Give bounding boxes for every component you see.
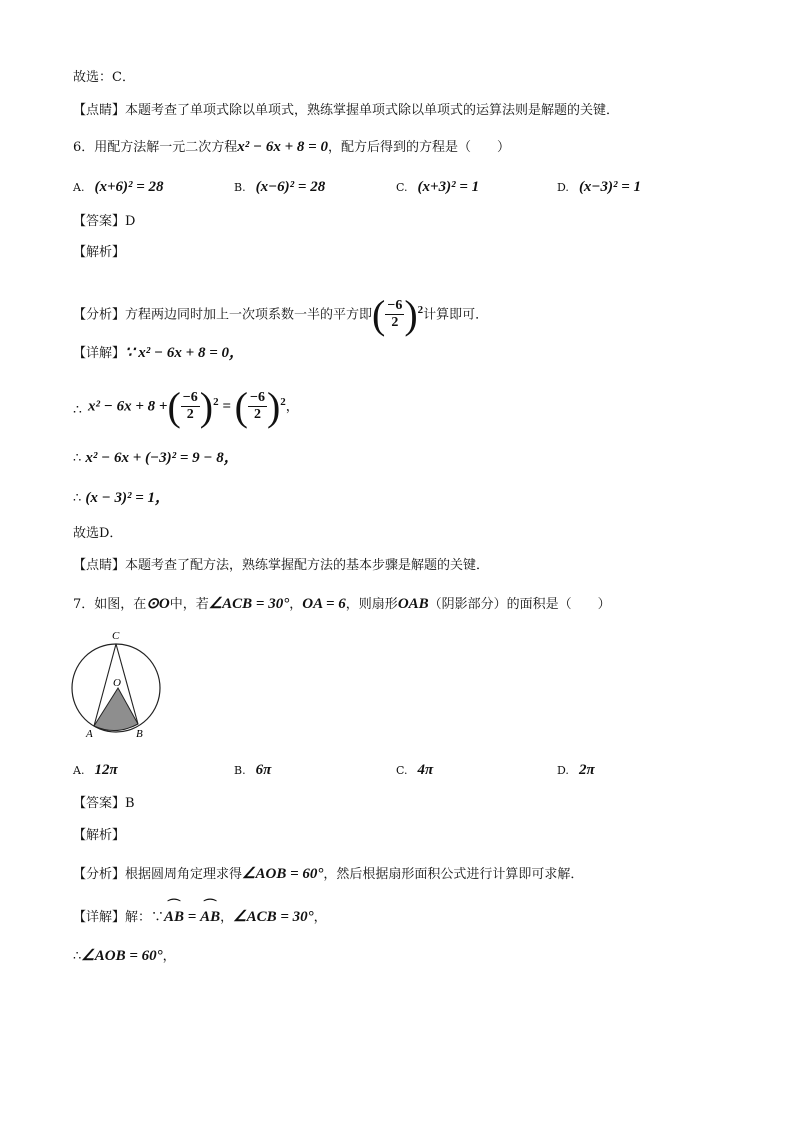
q7-stem: 7．如图，在⊙O中，若∠ACB = 30°，OA = 6，则扇形OAB（阴影部分）的面积是（ ） [73, 596, 611, 612]
step2-pre: x² − 6x + 8 + [88, 398, 168, 415]
option-expr: 2π [578, 762, 595, 778]
answer-value: D [125, 214, 136, 229]
q7-analysis-tag: 【解析】 [73, 828, 126, 843]
q6-comment [73, 556, 489, 576]
option-label: D. [557, 181, 569, 194]
option-label: C. [396, 181, 408, 194]
therefore-sign: ∴ [73, 402, 82, 418]
option-label: D. [557, 764, 569, 777]
option-label: B. [234, 181, 246, 194]
fraction: $\frac{-6}{2}$ [182, 390, 198, 423]
stem-part: 中，若 [169, 597, 209, 612]
comment-tag: 【点睛】 [73, 103, 126, 118]
q6-option-a [73, 177, 164, 198]
result-angle: ∠AOB = 60° [81, 948, 163, 964]
comment-text: 本题考查了配方法，熟练掌握配方法的基本步骤是解题的关键． [125, 558, 490, 573]
fenxi-text: 根据圆周角定理求得 [125, 867, 243, 882]
condition-angle: ∠ACB = 30° [208, 596, 290, 612]
detail-condition: ∠ACB = 30° [233, 909, 314, 925]
q6-detail-step2: x² − 6x + 8 +( $\frac{-6}{2}$ )$^2$ = ( $\frac{-6}{2}$ )$^2$， [88, 383, 299, 429]
stem-part: 7．如图，在 [73, 597, 147, 612]
q7-option-c [396, 760, 433, 781]
q6-answer [73, 212, 135, 232]
fenxi-tag: 【分析】 [73, 867, 126, 882]
fenxi-tag: 【分析】 [73, 307, 126, 323]
equals: = [184, 909, 201, 925]
condition-radius: OA = 6 [302, 596, 346, 612]
stem-part: ，则扇形 [345, 597, 398, 612]
option-expr: 4π [417, 762, 434, 778]
q6-option-d [557, 177, 641, 198]
option-label: C. [396, 764, 408, 777]
q7-option-b [234, 760, 271, 781]
q5-conclusion: 故选：C． [73, 70, 135, 85]
q6-option-c [396, 177, 479, 198]
detail-tag: 【详解】 [73, 910, 126, 925]
step4-expr: (x − 3)² = 1， [85, 490, 171, 506]
option-expr: (x−6)² = 28 [255, 179, 326, 195]
comment-text: 本题考查了单项式除以单项式，熟练掌握单项式除以单项式的运算法则是解题的关键． [125, 103, 620, 118]
q6-fenxi: 【分析】方程两边同时加上一次项系数一半的平方即( $\frac{-6}{2}$ )$^2$计算即可． [73, 291, 489, 337]
stem-part: （阴影部分）的面积是（ ） [428, 597, 611, 612]
detail-pre: 解：∵ [125, 910, 165, 925]
q6-stem [73, 137, 510, 158]
q6-detail-step4: ∴ (x − 3)² = 1， [73, 490, 171, 506]
option-expr: 12π [94, 762, 118, 778]
q6-detail-step3: ∴ x² − 6x + (−3)² = 9 − 8， [73, 450, 239, 466]
answer-value: B [125, 796, 135, 811]
circle-symbol: ⊙O [146, 596, 170, 612]
fraction: $\frac{-6}{2}$ [249, 390, 265, 423]
option-label: A. [73, 764, 85, 777]
option-expr: (x+3)² = 1 [417, 179, 480, 195]
q7-detail: 【详解】解：∵⌒ AB = ⌒ AB，∠ACB = 30°， [73, 907, 327, 928]
fenxi-angle: ∠AOB = 60° [242, 866, 324, 882]
step1-expr: ∵ x² − 6x + 8 = 0， [125, 345, 244, 361]
answer-tag: 【答案】 [73, 214, 126, 229]
option-expr: (x−3)² = 1 [578, 179, 642, 195]
option-expr: (x+6)² = 28 [94, 179, 164, 195]
label-b: B [136, 728, 143, 740]
q5-comment [73, 101, 619, 121]
option-label: B. [234, 764, 246, 777]
q7-answer [73, 794, 135, 814]
sector-name: OAB [397, 596, 429, 612]
q7-fenxi [73, 864, 583, 885]
label-a: A [86, 728, 93, 740]
option-label: A. [73, 181, 85, 194]
q6-conclusion: 故选D． [73, 526, 123, 541]
therefore-sign: ∴ [73, 949, 82, 964]
q7-option-d [557, 760, 595, 781]
arc-ab: ⌒ AB [164, 907, 184, 927]
circle-figure [66, 626, 166, 742]
label-c: C [112, 630, 120, 642]
fraction: $\frac{-6}{2}$ [387, 298, 403, 331]
label-o: O [113, 677, 121, 689]
q6-detail-step1 [73, 343, 244, 364]
fenxi-text: 方程两边同时加上一次项系数一半的平方即 [125, 307, 373, 323]
answer-tag: 【答案】 [73, 796, 126, 811]
fenxi-suffix: 计算即可． [423, 307, 489, 323]
q6-stem-prefix: 6．用配方法解一元二次方程 [73, 140, 238, 155]
fenxi-text: ，然后根据扇形面积公式进行计算即可求解． [323, 867, 584, 882]
comment-tag: 【点睛】 [73, 558, 126, 573]
q6-stem-suffix: ，配方后得到的方程是（ ） [327, 140, 510, 155]
q6-equation: x² − 6x + 8 = 0 [237, 139, 328, 155]
shaded-sector [94, 688, 138, 731]
q6-analysis-tag: 【解析】 [73, 245, 126, 260]
step3-expr: x² − 6x + (−3)² = 9 − 8， [85, 450, 239, 466]
arc-ab: ⌒ AB [200, 907, 220, 927]
option-expr: 6π [255, 762, 272, 778]
q7-result: ∴∠AOB = 60°， [73, 948, 176, 964]
detail-tag: 【详解】 [73, 346, 126, 361]
q6-option-b [234, 177, 325, 198]
q7-option-a [73, 760, 118, 781]
